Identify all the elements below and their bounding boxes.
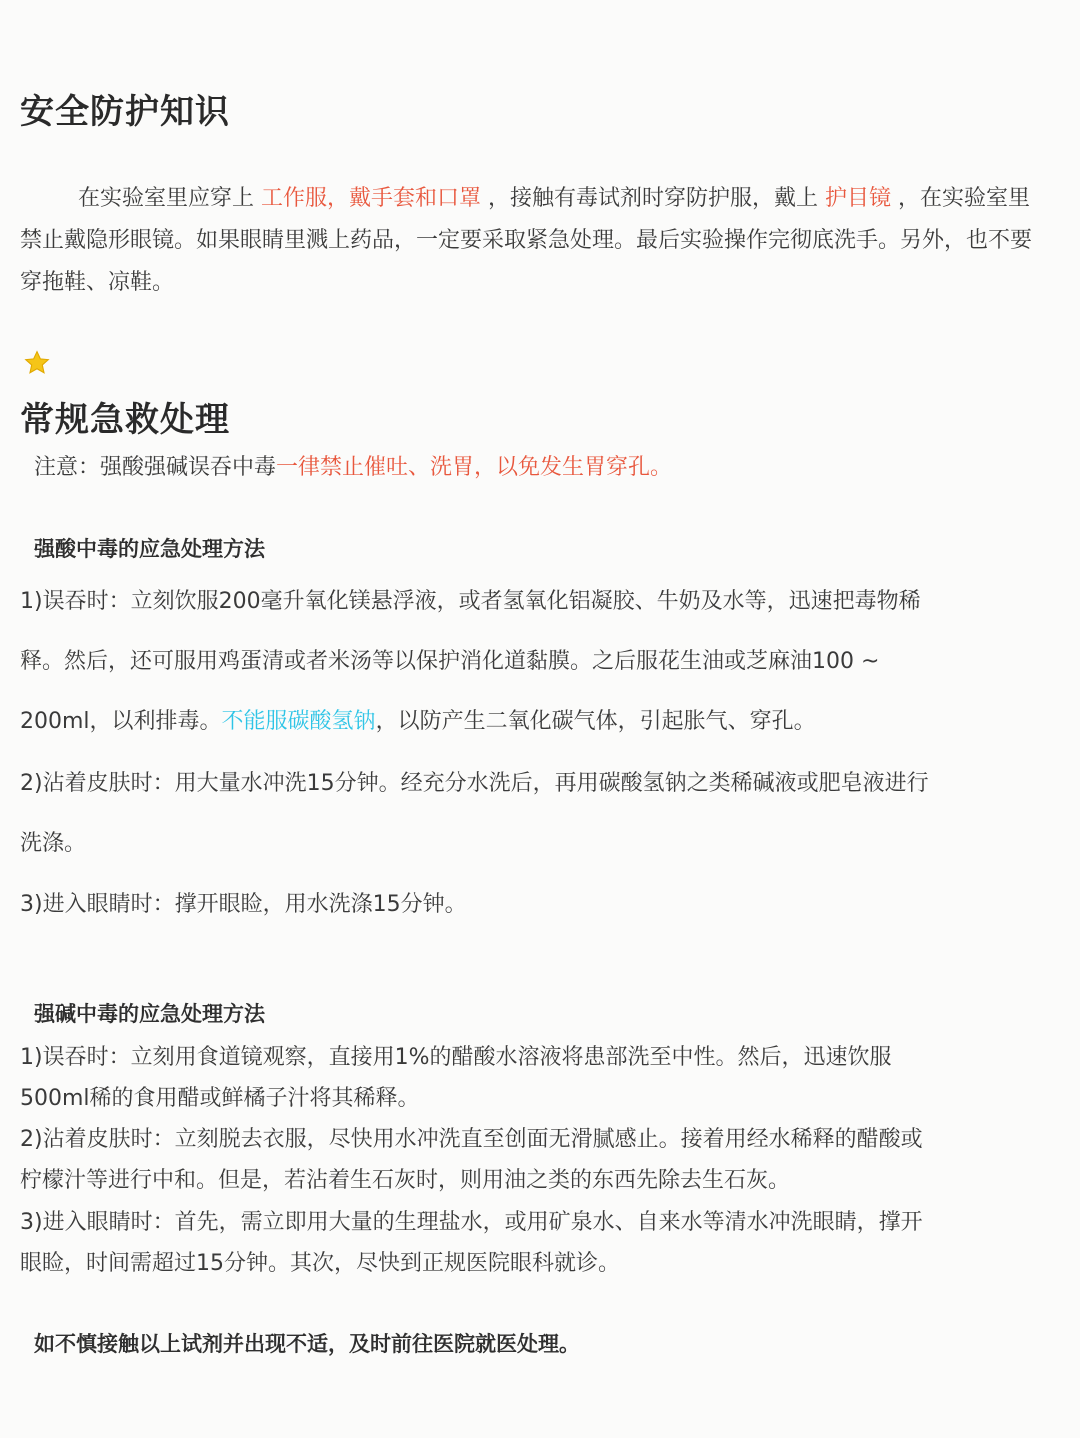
acid-item1-line2: 释。然后，还可服用鸡蛋清或者米汤等以保护消化道黏膜。之后服花生油或芝麻油100 ~ (20, 649, 880, 674)
alkali-line: 柠檬汁等进行中和。但是，若沾着生石灰时，则用油之类的东西先除去生石灰。 (20, 1168, 791, 1193)
acid-item1-text: 200ml，以利排毒。 (20, 709, 222, 734)
note-warning: 一律禁止催吐、洗胃，以免发生胃穿孔。 (276, 455, 673, 480)
star-icon (24, 350, 50, 376)
safety-paragraph (20, 178, 1050, 304)
alkali-line: 眼睑，时间需超过15分钟。其次，尽快到正规医院眼科就诊。 (20, 1251, 620, 1276)
acid-heading: 强酸中毒的应急处理方法 (34, 537, 265, 561)
acid-item1-warning: 不能服碳酸氢钠 (221, 709, 376, 734)
section-title-safety: 安全防护知识 (20, 92, 230, 132)
acid-item2-line2: 洗涤。 (20, 831, 87, 856)
first-aid-note (34, 450, 672, 481)
alkali-line: 3)进入眼睛时：首先，需立即用大量的生理盐水，或用矿泉水、自来水等清水冲洗眼睛，撑开 (20, 1210, 923, 1235)
acid-item2-line1: 2)沾着皮肤时：用大量水冲洗15分钟。经充分水洗后，再用碳酸氢钠之类稀碱液或肥皂液进行 (20, 771, 929, 796)
alkali-line: 1)误吞时：立刻用食道镜观察，直接用1%的醋酸水溶液将患部洗至中性。然后，迅速饮服 (20, 1045, 892, 1070)
safety-highlight-clothing: 工作服，戴手套和口罩 (261, 186, 482, 211)
section-title-first-aid: 常规急救处理 (20, 400, 230, 440)
footer-advice: 如不慎接触以上试剂并出现不适，及时前往医院就医处理。 (34, 1332, 580, 1356)
alkali-line: 2)沾着皮肤时：立刻脱去衣服，尽快用水冲洗直至创面无滑腻感止。接着用经水稀释的醋酸或 (20, 1127, 923, 1152)
acid-item3: 3)进入眼睛时：撑开眼睑，用水洗涤15分钟。 (20, 892, 467, 917)
safety-text-3: ，在实验室里禁止戴隐形眼镜。如果眼睛里溅上药品，一定要采取紧急处理。最后实验操作完彻底洗手。另外，也不要穿拖鞋、凉鞋。 (20, 186, 1033, 295)
safety-text-2: ，接触有毒试剂时穿防护服，戴上 (481, 186, 826, 211)
note-prefix: 注意：强酸强碱误吞中毒 (34, 455, 277, 480)
acid-item1-text-end: ，以防产生二氧化碳气体，引起胀气、穿孔。 (375, 709, 816, 734)
alkali-line: 500ml稀的食用醋或鲜橘子汁将其稀释。 (20, 1086, 420, 1111)
acid-item1-line3 (20, 704, 816, 735)
safety-text-1: 在实验室里应穿上 (78, 186, 261, 211)
acid-item1-line1: 1)误吞时：立刻饮服200毫升氧化镁悬浮液，或者氢氧化铝凝胶、牛奶及水等，迅速把毒物稀 (20, 589, 921, 614)
safety-highlight-goggles: 护目镜 (825, 186, 892, 211)
alkali-heading: 强碱中毒的应急处理方法 (34, 1002, 265, 1026)
